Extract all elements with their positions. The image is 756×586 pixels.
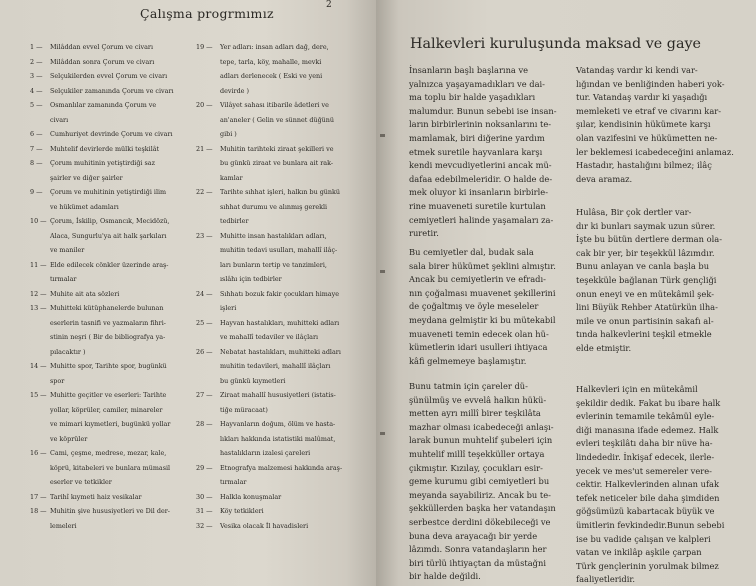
item-number: 3 — (30, 72, 43, 80)
item-number: 5 — (30, 101, 43, 109)
item-text-line: Cami, çeşme, medrese, mezar, kale, (50, 449, 167, 457)
item-text-line: civarı (50, 115, 69, 124)
item-text-line: Vesika olacak İl havadisleri (220, 521, 309, 530)
item-number: 20 — (196, 101, 213, 109)
item-text-line: Tarihî kıymeti haiz vesikalar (50, 492, 142, 501)
item-text-line: eserler ve tetkikler (50, 478, 112, 486)
article-paragraph: İnsanların başlı başlarına ve yalnızca yaşayamadıkları ve dai- ma toplu bir halde yaşadıkları malumdur. Bunun sebebi ise insan- ların birbirlerinin noksanlarını te- mamlamak, biri diğerine yardım etmek suretile hayvanlara karşı kendi mevcudiyetlerini ancak mü- dafaa edebilmeleridir. O halde de- mek oluyor ki insanların birbirle- rine muaveneti suretile kurtulan cemiyetleri halinde yaşamaları za- ruretir. (409, 65, 557, 239)
binding-mark (380, 134, 385, 137)
item-text-line: işleri (220, 304, 237, 312)
item-text-line: Alaca, Sungurlu'ya ait halk şarkıları (50, 231, 167, 240)
item-text-line: gibi ) (220, 130, 237, 138)
item-text-line: ve mimari kıymetleri, bugünkü yollar (50, 420, 171, 428)
item-text-line: sıhhat durumu ve alınmış gerekli (220, 202, 328, 211)
item-text-line: Tarihte sıhhat işleri, halkın bu günkü (220, 188, 341, 196)
item-text-line: Çorum, İskilip, Osmancık, Mecidözü, (50, 217, 170, 225)
program-title: Çalışma progrmımız (140, 6, 274, 21)
item-text-line: muhitin tedavi usulları, mahallî ilâç- (220, 246, 338, 254)
item-text-line: eserlerin tasnifi ve yazmaların fihri- (50, 318, 166, 327)
item-text-line: bu günkü ziraat ve bunlara ait rak- (220, 159, 333, 167)
item-number: 25 — (196, 318, 213, 327)
item-text-line: tırmalar (50, 275, 77, 283)
item-number: 15 — (30, 391, 47, 399)
item-number: 10 — (30, 217, 47, 225)
item-text-line: tepe, tarla, köy, mahalle, mevki (220, 57, 322, 66)
item-number: 32 — (196, 521, 213, 530)
item-text-line: kamlar (220, 173, 243, 182)
item-text-line: Nebatat hastalıkları, muhitteki adları (220, 347, 341, 356)
item-text-line: Osmanlılar zamanında Çorum ve (50, 101, 157, 109)
item-number: 17 — (30, 492, 47, 501)
item-text-line: Milâddan sonra Çorum ve civarı (50, 57, 155, 66)
item-text-line: tırmalar (220, 478, 247, 486)
item-number: 23 — (196, 231, 213, 240)
item-text-line: lemeleri (50, 521, 77, 530)
item-text-line: Sıhhatı bozuk fakir çocukları himaye (220, 289, 340, 298)
item-number: 21 — (196, 144, 213, 153)
item-text-line: adları derlenecek ( Eski ve yeni (220, 72, 323, 80)
item-text-line: şairler ve diğer şairler (50, 173, 123, 182)
left-page (0, 0, 376, 586)
item-text-line: tiğe müracaat) (220, 405, 268, 414)
item-text-line: Çorum muhitinin yetiştirdiği saz (50, 159, 155, 167)
page-number: 2 (326, 0, 332, 10)
item-number: 18 — (30, 507, 47, 515)
item-number: 26 — (196, 347, 213, 356)
item-number: 29 — (196, 463, 213, 472)
item-text-line: Hayvanların doğum, ölüm ve hasta- (220, 420, 336, 428)
item-text-line: Köy tetkikleri (220, 507, 264, 515)
item-text-line: lıkları hakkında istatistiki malûmat, (220, 434, 336, 443)
item-text-line: Muhite ait ata sözleri (50, 289, 120, 298)
item-text-line: Muhitte geçitler ve eserleri: Tarihte (50, 391, 167, 399)
item-text-line: Selçukilerden evvel Çorum ve civarı (50, 72, 168, 80)
item-text-line: Cumhuriyet devrinde Çorum ve civarı (50, 130, 173, 138)
item-number: 19 — (196, 43, 213, 51)
item-text-line: Muhtelif devirlerde mülki teşkilât (50, 144, 160, 153)
item-text-line: köprü, kitabeleri ve bunlara mümasil (50, 463, 171, 472)
item-number: 6 — (30, 130, 43, 138)
article-title: Halkevleri kuruluşunda maksad ve gaye (410, 36, 702, 52)
item-text-line: Ziraat mahallî hususiyetleri (istatis- (220, 391, 336, 399)
item-text-line: Muhitteki kütüphanelerde bulunan (50, 304, 164, 312)
item-text-line: pılacaktır ) (50, 347, 86, 356)
item-number: 28 — (196, 420, 213, 428)
item-number: 8 — (30, 159, 43, 167)
item-text-line: ve hükümet adamları (50, 202, 119, 211)
item-text-line: yollar, köprüler, camiler, minareler (50, 405, 163, 414)
binding-mark (380, 270, 385, 273)
item-text-line: devirde ) (220, 86, 249, 95)
binding-mark (380, 432, 385, 435)
item-text-line: Milâddan evvel Çorum ve civarı (50, 43, 154, 51)
article-paragraph: Bunu tatmin için çareler dü- şünülmüş ve evvelâ halkın hükü- metten ayrı millî birer teşkilâta mazhar olması icabedeceği anlaşı- larak bunun muhtelif şubeleri için muhtelif millî teşekküller ortaya çıkmıştır. Kızılay, çocukları esir- geme kurumu gibi cemiyetleri bu meyanda sayabiliriz. Ancak bu te- şekküllerden başka her vatandaşın serbestce derdini dökebileceği ve buna deva arayacağı bir yerde lâzımdı. Sonra vatandaşların her biri türlü ihtiyaçtan da müstağni bir halde değildi. (409, 381, 556, 582)
article-paragraph: Hulâsa, Bir çok dertler var- dır ki bunları saymak uzun sürer. İşte bu bütün dertlere derman ola- cak bir yer, bir teşekkül lâzımdır. Bunu anlayan ve canla başla bu teşekküle bağlanan Türk gençliği onun eneyi ve en mütekâmil şek- lini Büyük Rehber Atatürkün ilha- mile ve onun partisinin sakafı al- tında halkevlerini teşkil etmekle elde etmiştir. (576, 207, 723, 353)
item-text-line: Çorum ve muhitinin yetiştirdiği ilim (50, 188, 167, 196)
item-text-line: muhitin tedavileri, mahallî ilâçları (220, 362, 331, 370)
item-number: 7 — (30, 144, 43, 153)
item-number: 22 — (196, 188, 213, 196)
item-number: 13 — (30, 304, 47, 312)
item-number: 27 — (196, 391, 213, 399)
item-number: 31 — (196, 507, 213, 515)
item-number: 4 — (30, 86, 43, 95)
item-text-line: Halkla konuşmalar (220, 492, 282, 501)
right-page (376, 0, 756, 586)
article-paragraph: Bu cemiyetler dal, budak sala sala birer hükümet şeklini almıştır. Ancak bu cemiyetlerin ve efradı- nın çoğalması muavenet şekillerini de çoğaltmış ve öyle meseleler meydana gelmiştir ki bu mütekabil muaveneti temin edecek olan hü- kümetlerin idari usulleri ihtiyaca kâfi gelmemeye başlamıştır. (409, 247, 556, 366)
item-number: 2 — (30, 57, 43, 66)
item-number: 9 — (30, 188, 43, 196)
item-text-line: Muhitin tarihteki ziraat şekilleri ve (220, 144, 334, 153)
item-text-line: ve köprüler (50, 434, 88, 443)
article-paragraph: Vatandaş vardır ki kendi var- lığından ve benliğinden haberi yok- tur. Vatandaş vardır ki yaşadığı memleketi ve etraf ve civarını kar- şılar, kendisinin hükümete karşı olan vazifesini ve hükümetten ne- ler beklemesi icabedeceğini anlamaz. Hastadır, hastalığını bilmez; ilâç deva aramaz. (576, 65, 734, 184)
item-text-line: Vilâyet sahası itibarile âdetleri ve (220, 101, 329, 109)
item-text-line: Hayvan hastalıkları, muhitteki adları (220, 318, 340, 327)
item-text-line: spor (50, 376, 65, 385)
item-number: 24 — (196, 289, 213, 298)
item-text-line: ıslâhı için tedbirler (220, 275, 282, 283)
item-text-line: ve maniler (50, 246, 85, 254)
item-number: 16 — (30, 449, 47, 457)
item-text-line: tedbirler (220, 217, 249, 225)
item-text-line: Muhitte spor, Tarihte spor, bugünkü (50, 362, 167, 370)
item-text-line: Selçukiler zamanında Çorum ve civarı (50, 86, 174, 95)
item-text-line: ve mahallî tedaviler ve ilâçları (220, 333, 319, 341)
item-number: 30 — (196, 492, 213, 501)
item-text-line: Etnografya malzemesi hakkında araş- (220, 463, 343, 472)
item-text-line: Muhitin şive hususiyetleri ve Dil der- (50, 507, 170, 515)
item-text-line: ları bunların tertip ve tanzimleri, (220, 260, 327, 269)
item-text-line: stinin neşri ( Bir de bibliografya ya- (50, 333, 166, 341)
item-number: 11 — (30, 260, 47, 269)
item-text-line: Muhitte insan hastalıkları adları, (220, 231, 327, 240)
item-text-line: Yer adları: insan adları dağ, dere, (220, 43, 329, 51)
item-number: 1 — (30, 43, 43, 51)
item-text-line: bu günkü kıymetleri (220, 376, 286, 385)
item-text-line: hastalıkların izalesi çareleri (220, 449, 311, 457)
item-text-line: an'aneler ( Gelin ve sünnet düğünü (220, 115, 335, 124)
item-number: 12 — (30, 289, 47, 298)
item-text-line: Elde edilecek cönkler üzerinde araş- (50, 260, 169, 269)
item-number: 14 — (30, 362, 47, 370)
article-paragraph: Halkevleri için en mütekâmil şekildir dedik. Fakat bu ibare halk evlerinin temamile tekâmül eyle- diği manasına ifade edemez. Halk evleri teşkilâtı daha bir nüve ha- lindededir. İnkişaf edecek, ilerle- yecek ve mes'ut semereler vere- cektir. Halkevlerinden alınan ufak tefek neticeler bile daha şimdiden göğsümüzü kabartacak büyük ve ümitlerin fevkindedir.Bunun sebebi ise bu vadide çalışan ve kalpleri vatan ve inkilâp aşkile çarpan Türk gençlerinin yorulmak bilmez faaliyetleridir. (576, 384, 725, 585)
